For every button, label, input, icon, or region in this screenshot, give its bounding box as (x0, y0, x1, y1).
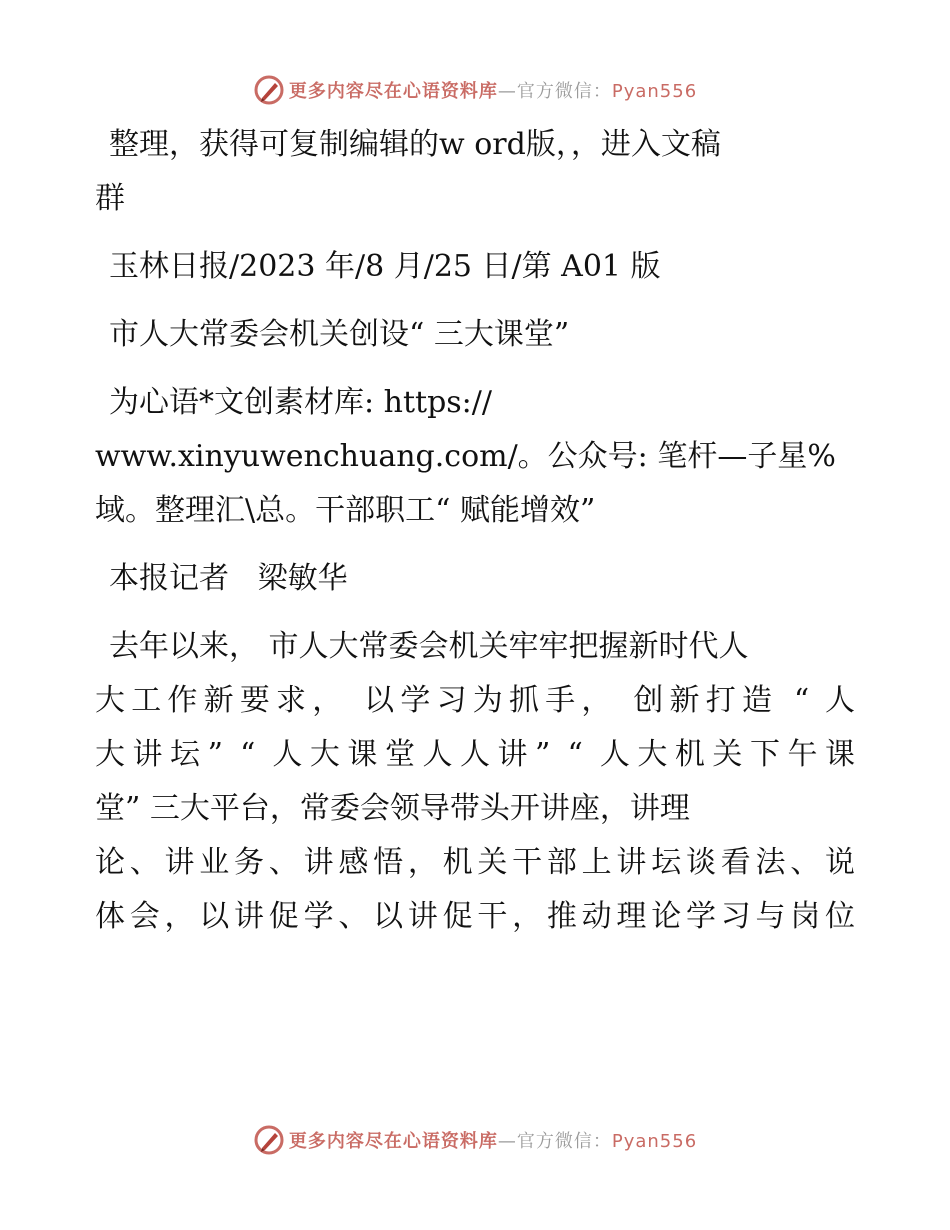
body-line: 大工作新要求， 以学习为抓手， 创新打造 “ 人 (95, 683, 855, 718)
subhead-line: 为心语*文创素材库: https:// (109, 385, 492, 420)
pen-circle-logo-icon (253, 1124, 285, 1156)
footer-watermark-banner (0, 1120, 950, 1160)
intro-paragraph (95, 118, 855, 226)
intro-line: 群 (95, 181, 125, 216)
body-line: 大讲坛” “ 人大课堂人人讲” “ 人大机关下午课 (95, 737, 855, 772)
body-line: 论、讲业务、讲感悟，机关干部上讲坛谈看法、说 (95, 845, 855, 880)
document-body (95, 118, 855, 944)
header-watermark-banner (0, 70, 950, 110)
banner-text: 更多内容尽在心语资料库—官方微信：Pyan556 (288, 81, 698, 102)
body-line: 堂” 三大平台，常委会领导带头开讲座，讲理 (95, 791, 690, 826)
banner-text: 更多内容尽在心语资料库—官方微信：Pyan556 (288, 1131, 698, 1152)
byline: 本报记者 梁敏华 (109, 561, 348, 596)
body-line: 去年以来， 市人大常委会机关牢牢把握新时代人 (109, 629, 749, 664)
headline: 市人大常委会机关创设“ 三大课堂” (109, 317, 570, 352)
body-line: 体会，以讲促学、以讲促干，推动理论学习与岗位 (95, 899, 855, 934)
subhead-paragraph (95, 376, 855, 538)
pen-circle-logo-icon (253, 74, 285, 106)
source-line: 玉林日报/2023 年/8 月/25 日/第 A01 版 (109, 249, 661, 284)
subhead-line: www.xinyuwenchuang.com/。公众号: 笔杆—子星% (95, 439, 836, 474)
intro-line: 整理，获得可复制编辑的w ord版，，进入文稿 (109, 127, 721, 162)
subhead-line: 域。整理汇\总。干部职工“ 赋能增效” (95, 493, 596, 528)
body-paragraph (95, 620, 855, 944)
